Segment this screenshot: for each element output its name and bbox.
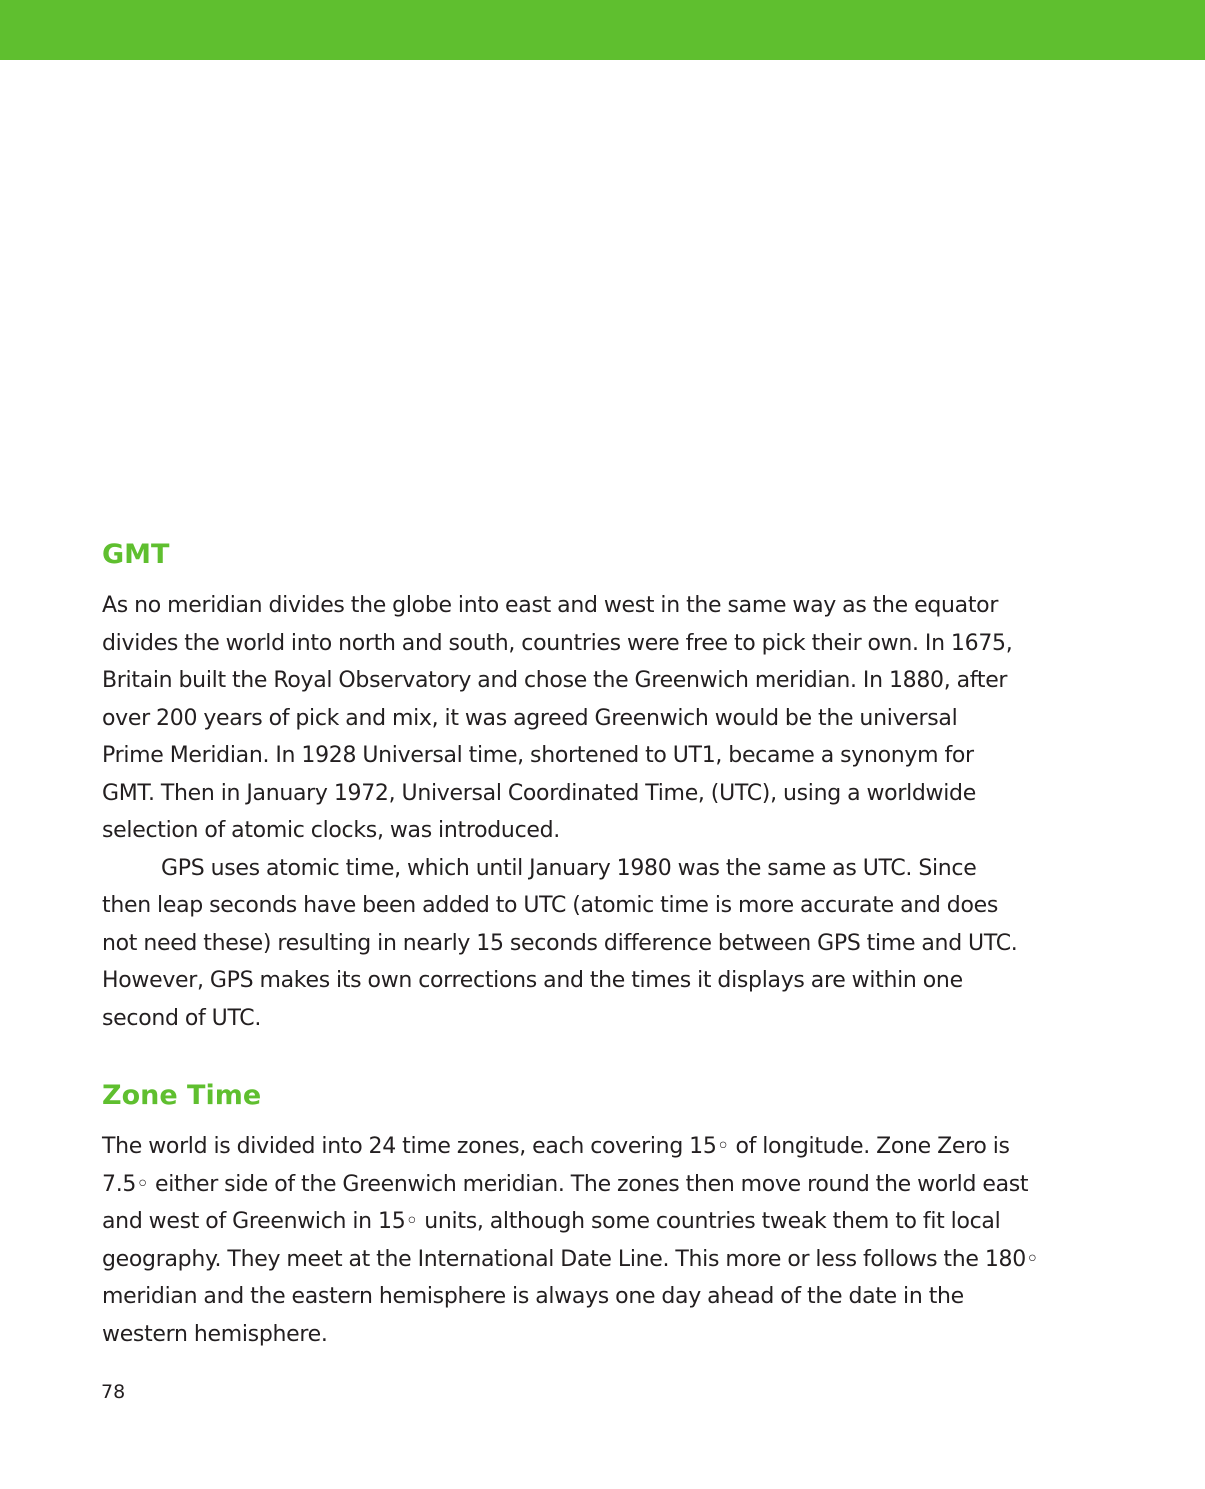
page-content: [102, 536, 1047, 1353]
zone-time-paragraph-1: The world is divided into 24 time zones, each covering 15◦ of longitude. Zone Zero is 7.5◦ either side of the Greenwich meridian. The zones then move round the world east and west of Greenwich in 15◦ units, although some countries tweak them to fit local geography. They meet at the International Date Line. This more or less follows the 180◦ meridian and the eastern hemisphere is always one day ahead of the date in the western hemisphere.: [102, 1134, 1039, 1347]
gmt-paragraph-1: As no meridian divides the globe into east and west in the same way as the equator divides the world into north and south, countries were free to pick their own. In 1675, Britain built the Royal Observatory and chose the Greenwich meridian. In 1880, after over 200 years of pick and mix, it was agreed Greenwich would be the universal Prime Meridian. In 1928 Universal time, shortened to UT1, became a synonym for GMT. Then in January 1972, Universal Coordinated Time, (UTC), using a worldwide selection of atomic clocks, was introduced.: [102, 593, 1013, 843]
section-heading-gmt: GMT: [102, 539, 170, 570]
page-number: 78: [101, 1381, 126, 1403]
header-color-band: [0, 0, 1205, 60]
gmt-paragraph-2: GPS uses atomic time, which until January 1980 was the same as UTC. Since then leap seconds have been added to UTC (atomic time is more accurate and does not need these) resulting in nearly 15 seconds difference between GPS time and UTC. However, GPS makes its own corrections and the times it displays are within one second of UTC.: [102, 855, 1018, 1031]
section-heading-zone-time: Zone Time: [102, 1080, 262, 1111]
